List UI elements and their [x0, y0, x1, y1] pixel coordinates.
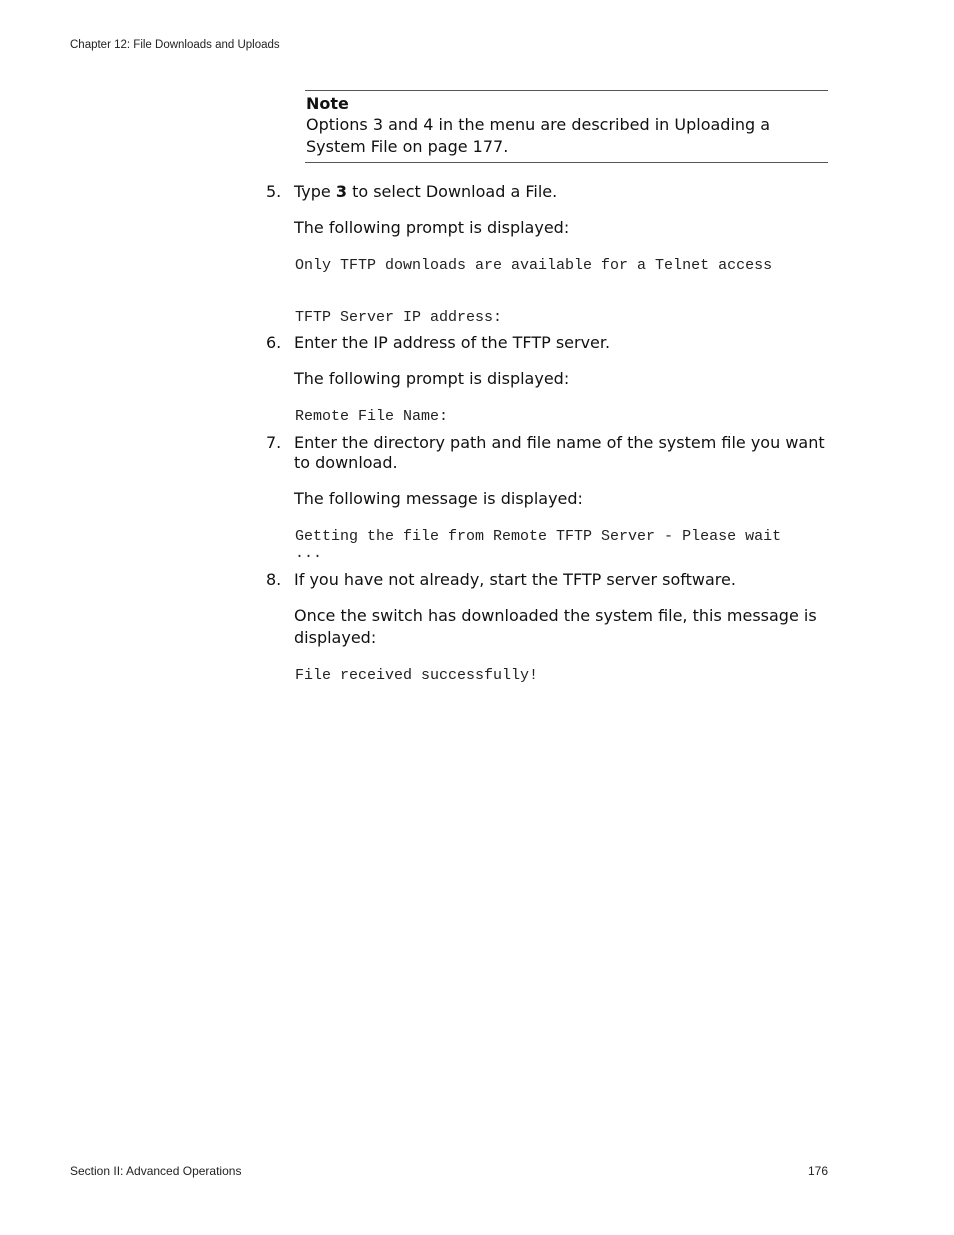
- code-block-telnet-access: Only TFTP downloads are available for a Telnet access: [295, 257, 773, 274]
- code-block-tftp-server-ip: TFTP Server IP address:: [295, 309, 503, 326]
- step-number: 8.: [266, 570, 282, 589]
- running-header: Chapter 12: File Downloads and Uploads: [70, 39, 280, 51]
- note-title: Note: [306, 94, 349, 113]
- code-block-file-received: File received successfully!: [295, 667, 539, 684]
- note-box: [305, 90, 828, 163]
- footer-section: Section II: Advanced Operations: [70, 1164, 242, 1178]
- note-body: Options 3 and 4 in the menu are described in Uploading a System File on page 177.: [306, 115, 771, 156]
- step-number: 7.: [266, 433, 282, 452]
- code-block-remote-file-name: Remote File Name:: [295, 408, 449, 425]
- step-text-after: to select Download a File.: [346, 182, 558, 201]
- step-text: Enter the directory path and file name of the system file you want to download.: [294, 433, 825, 472]
- step-5: [266, 182, 557, 202]
- step-6: [266, 333, 610, 353]
- code-block-getting-file: Getting the file from Remote TFTP Server - Please wait ...: [295, 528, 791, 562]
- step-bold-value: 3: [335, 182, 347, 201]
- step-text: Enter the IP address of the TFTP server.: [294, 333, 611, 352]
- step-5-follow-text: The following prompt is displayed:: [294, 218, 570, 237]
- page-number: 176: [807, 1164, 828, 1178]
- step-8-follow-text: Once the switch has downloaded the system file, this message is displayed:: [294, 606, 817, 647]
- step-number: 6.: [266, 333, 282, 352]
- step-text-before: Type: [294, 182, 336, 201]
- step-7-follow-text: The following message is displayed:: [294, 489, 583, 508]
- step-number: 5.: [266, 182, 282, 201]
- step-8: [266, 570, 736, 590]
- step-text: If you have not already, start the TFTP server software.: [294, 570, 736, 589]
- step-6-follow-text: The following prompt is displayed:: [294, 369, 570, 388]
- step-7: [266, 433, 836, 473]
